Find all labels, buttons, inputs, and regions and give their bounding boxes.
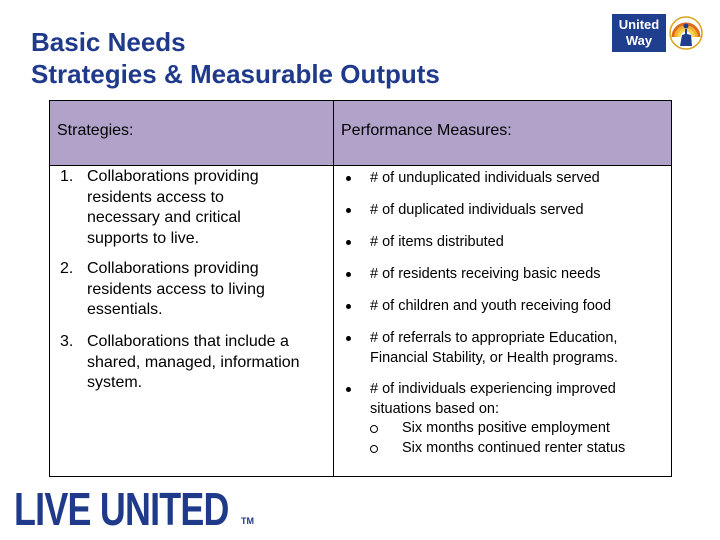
- bullet-icon: [346, 208, 351, 213]
- sub-item-text: Six months positive employment: [402, 420, 610, 436]
- measure-item: [340, 169, 665, 189]
- strategy-number: 3.: [60, 333, 74, 350]
- logo-line-1: United: [618, 17, 660, 32]
- sub-item: [370, 419, 665, 439]
- title-line-1: Basic Needs: [31, 27, 186, 57]
- measure-item: [340, 233, 665, 253]
- bullet-icon: [346, 304, 351, 309]
- measure-text: # of unduplicated individuals served: [370, 170, 600, 186]
- strategy-line: residents access to living: [87, 280, 265, 298]
- live-united-brand: LIVE UNITED: [14, 483, 229, 535]
- bullet-icon: [346, 336, 351, 341]
- strategy-line: essentials.: [87, 301, 163, 318]
- measure-text: # of items distributed: [370, 234, 504, 250]
- measure-item: [340, 380, 665, 458]
- measure-item: [340, 265, 665, 285]
- strategy-item-2: [58, 259, 265, 321]
- strategy-line: necessary and critical: [87, 209, 241, 226]
- strategy-line: Collaborations providing: [87, 260, 259, 277]
- circle-bullet-icon: [370, 445, 378, 453]
- table-header: [50, 101, 671, 166]
- circle-bullet-icon: [370, 425, 378, 433]
- column-divider: [333, 101, 334, 476]
- bullet-icon: [346, 240, 351, 245]
- bullet-icon: [346, 272, 351, 277]
- measure-item: [340, 201, 665, 221]
- strategy-line: shared, managed, information: [87, 353, 300, 371]
- measure-text: # of duplicated individuals served: [370, 202, 584, 218]
- strategy-line: system.: [87, 374, 143, 391]
- measure-text: # of individuals experiencing improved situations based on:: [370, 381, 616, 417]
- title-line-2: Strategies & Measurable Outputs: [31, 59, 440, 89]
- trademark-mark: TM: [241, 516, 254, 526]
- strategy-item-1: [58, 167, 259, 249]
- slide-title: [31, 26, 440, 90]
- strategy-line: Collaborations that include a: [87, 333, 289, 350]
- strategy-line: Collaborations providing: [87, 168, 259, 185]
- united-way-hand-rainbow-icon: [668, 15, 704, 51]
- measure-item: [340, 297, 665, 317]
- bullet-icon: [346, 176, 351, 181]
- strategy-line: residents access to: [87, 188, 224, 206]
- bullet-icon: [346, 387, 351, 392]
- strategy-number: 1.: [60, 168, 74, 185]
- strategies-measures-table: [49, 100, 672, 477]
- header-performance-measures: Performance Measures:: [341, 122, 512, 139]
- strategy-line: supports to live.: [87, 229, 200, 247]
- measure-text: # of children and youth receiving food: [370, 298, 612, 314]
- united-way-logo: [612, 14, 706, 54]
- logo-wordmark: [612, 14, 666, 52]
- sub-item-text: Six months continued renter status: [402, 439, 626, 456]
- sub-item: [370, 439, 665, 459]
- measure-item: [340, 329, 665, 368]
- strategy-item-3: [58, 332, 300, 394]
- measure-text: # of referrals to appropriate Education, Financial Stability, or Health programs.: [370, 330, 618, 366]
- logo-line-2: Way: [625, 33, 653, 48]
- strategy-number: 2.: [60, 260, 74, 277]
- measure-text: # of residents receiving basic needs: [370, 266, 601, 282]
- header-strategies: Strategies:: [57, 122, 134, 139]
